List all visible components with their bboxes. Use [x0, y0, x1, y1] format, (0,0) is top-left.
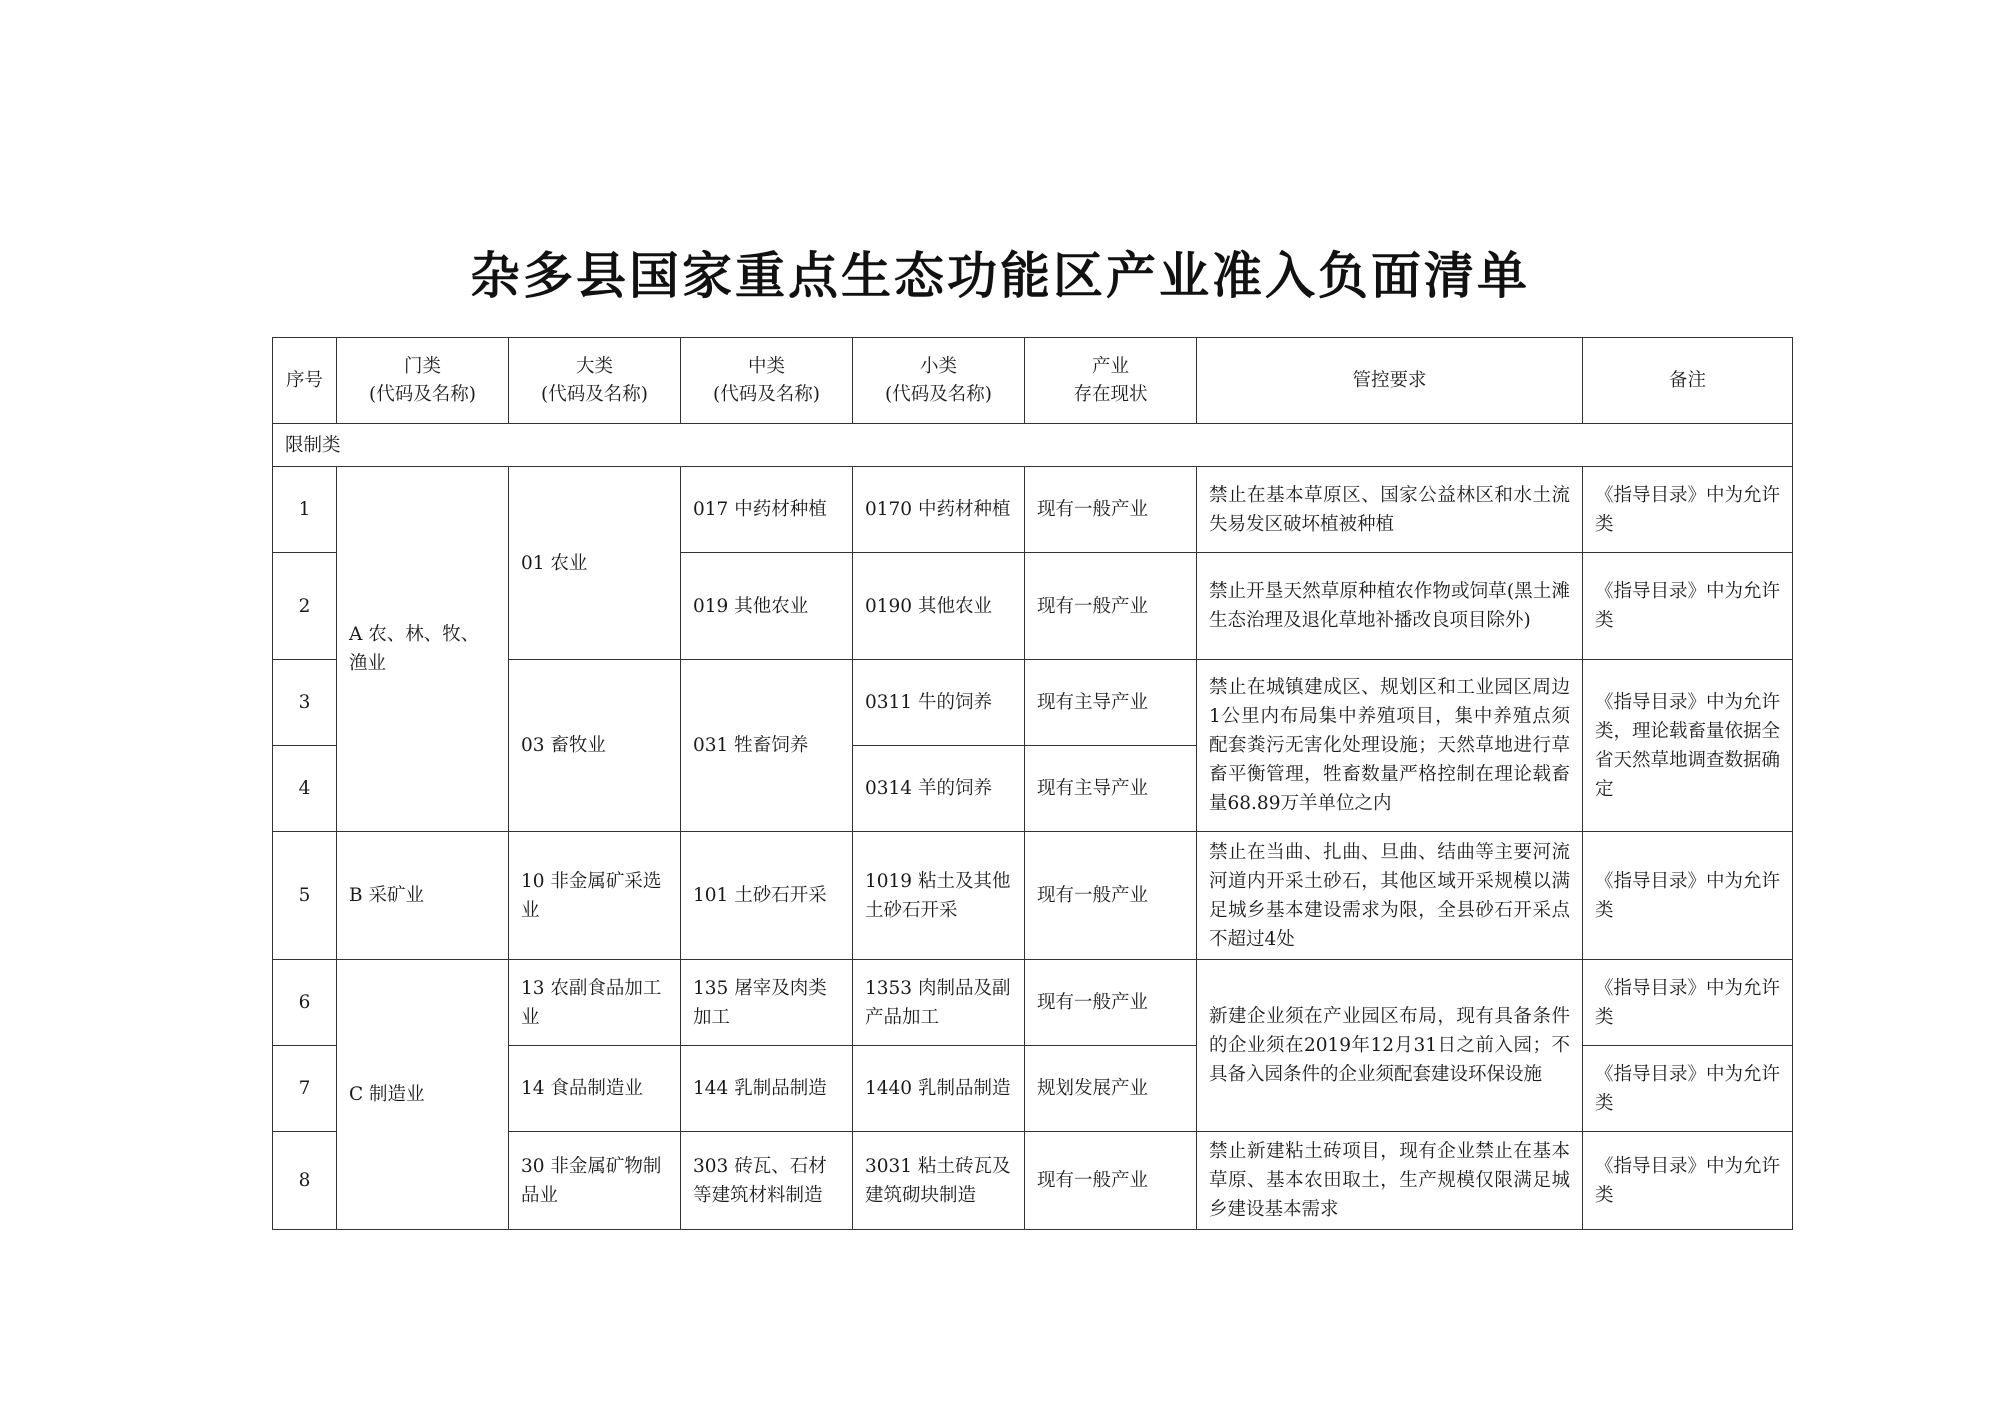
xiaolei-cell: 0170 中药材种植 — [853, 467, 1025, 553]
dalei-cell: 13 农副食品加工业 — [509, 960, 681, 1046]
seq-cell: 3 — [273, 660, 337, 746]
xiaolei-cell: 0190 其他农业 — [853, 553, 1025, 660]
header-zhonglei — [681, 338, 853, 424]
seq-cell: 1 — [273, 467, 337, 553]
remark-cell: 《指导目录》中为允许类 — [1583, 1046, 1793, 1132]
status-cell: 规划发展产业 — [1025, 1046, 1197, 1132]
zhonglei-cell: 101 土砂石开采 — [681, 832, 853, 960]
section-label: 限制类 — [273, 424, 1793, 467]
header-dalei — [509, 338, 681, 424]
xiaolei-cell: 1353 肉制品及副产品加工 — [853, 960, 1025, 1046]
header-dalei-label: 大类 — [575, 355, 613, 377]
zhonglei-cell: 144 乳制品制造 — [681, 1046, 853, 1132]
status-cell: 现有一般产业 — [1025, 832, 1197, 960]
zhonglei-cell: 135 屠宰及肉类加工 — [681, 960, 853, 1046]
table-row — [273, 467, 1793, 553]
status-cell: 现有一般产业 — [1025, 553, 1197, 660]
seq-cell: 4 — [273, 746, 337, 832]
zhonglei-cell: 031 牲畜饲养 — [681, 660, 853, 832]
header-row — [273, 338, 1793, 424]
requirement-cell: 禁止在基本草原区、国家公益林区和水土流失易发区破坏植被种植 — [1197, 467, 1583, 553]
header-menlei-sub: (代码及名称) — [369, 383, 476, 405]
zhonglei-cell: 019 其他农业 — [681, 553, 853, 660]
seq-cell: 2 — [273, 553, 337, 660]
remark-cell: 《指导目录》中为允许类，理论载畜量依据全省天然草地调查数据确定 — [1583, 660, 1793, 832]
seq-cell: 6 — [273, 960, 337, 1046]
status-cell: 现有主导产业 — [1025, 746, 1197, 832]
remark-cell: 《指导目录》中为允许类 — [1583, 960, 1793, 1046]
section-row — [273, 424, 1793, 467]
seq-cell: 8 — [273, 1132, 337, 1230]
xiaolei-cell: 0311 牛的饲养 — [853, 660, 1025, 746]
requirement-cell: 禁止开垦天然草原种植农作物或饲草(黑土滩生态治理及退化草地补播改良项目除外) — [1197, 553, 1583, 660]
header-industry-line2: 存在现状 — [1073, 383, 1148, 405]
requirement-cell: 禁止在城镇建成区、规划区和工业园区周边1公里内布局集中养殖项目，集中养殖点须配套粪污无害化处理设施；天然草地进行草畜平衡管理，牲畜数量严格控制在理论载畜量68.89万羊单位之内 — [1197, 660, 1583, 832]
header-xiaolei — [853, 338, 1025, 424]
requirement-cell: 新建企业须在产业园区布局，现有具备条件的企业须在2019年12月31日之前入园；不具备入园条件的企业须配套建设环保设施 — [1197, 960, 1583, 1132]
remark-cell: 《指导目录》中为允许类 — [1583, 832, 1793, 960]
table-row — [273, 960, 1793, 1046]
seq-cell: 5 — [273, 832, 337, 960]
zhonglei-cell: 303 砖瓦、石材等建筑材料制造 — [681, 1132, 853, 1230]
header-menlei-label: 门类 — [403, 355, 441, 377]
page-title: 杂多县国家重点生态功能区产业准入负面清单 — [470, 247, 1530, 305]
remark-cell: 《指导目录》中为允许类 — [1583, 1132, 1793, 1230]
xiaolei-cell: 0314 羊的饲养 — [853, 746, 1025, 832]
menlei-cell: B 采矿业 — [337, 832, 509, 960]
negative-list-table — [272, 337, 1793, 1230]
dalei-cell: 10 非金属矿采选业 — [509, 832, 681, 960]
header-seq: 序号 — [273, 338, 337, 424]
header-industry-line1: 产业 — [1091, 355, 1129, 377]
status-cell: 现有一般产业 — [1025, 1132, 1197, 1230]
xiaolei-cell: 1440 乳制品制造 — [853, 1046, 1025, 1132]
header-zhonglei-label: 中类 — [747, 355, 785, 377]
header-dalei-sub: (代码及名称) — [541, 383, 648, 405]
status-cell: 现有一般产业 — [1025, 467, 1197, 553]
dalei-cell: 14 食品制造业 — [509, 1046, 681, 1132]
status-cell: 现有主导产业 — [1025, 660, 1197, 746]
zhonglei-cell: 017 中药材种植 — [681, 467, 853, 553]
header-xiaolei-label: 小类 — [919, 355, 957, 377]
dalei-cell: 01 农业 — [509, 467, 681, 660]
header-requirement: 管控要求 — [1197, 338, 1583, 424]
requirement-cell: 禁止在当曲、扎曲、旦曲、结曲等主要河流河道内开采土砂石，其他区域开采规模以满足城乡基本建设需求为限，全县砂石开采点不超过4处 — [1197, 832, 1583, 960]
header-industry — [1025, 338, 1197, 424]
header-menlei — [337, 338, 509, 424]
remark-cell: 《指导目录》中为允许类 — [1583, 467, 1793, 553]
seq-cell: 7 — [273, 1046, 337, 1132]
table-row — [273, 832, 1793, 960]
dalei-cell: 30 非金属矿物制品业 — [509, 1132, 681, 1230]
menlei-cell: C 制造业 — [337, 960, 509, 1230]
requirement-cell: 禁止新建粘土砖项目，现有企业禁止在基本草原、基本农田取土，生产规模仅限满足城乡建设基本需求 — [1197, 1132, 1583, 1230]
dalei-cell: 03 畜牧业 — [509, 660, 681, 832]
menlei-cell: A 农、林、牧、渔业 — [337, 467, 509, 832]
xiaolei-cell: 1019 粘土及其他土砂石开采 — [853, 832, 1025, 960]
remark-cell: 《指导目录》中为允许类 — [1583, 553, 1793, 660]
status-cell: 现有一般产业 — [1025, 960, 1197, 1046]
header-zhonglei-sub: (代码及名称) — [713, 383, 820, 405]
header-xiaolei-sub: (代码及名称) — [885, 383, 992, 405]
header-remark: 备注 — [1583, 338, 1793, 424]
xiaolei-cell: 3031 粘土砖瓦及建筑砌块制造 — [853, 1132, 1025, 1230]
